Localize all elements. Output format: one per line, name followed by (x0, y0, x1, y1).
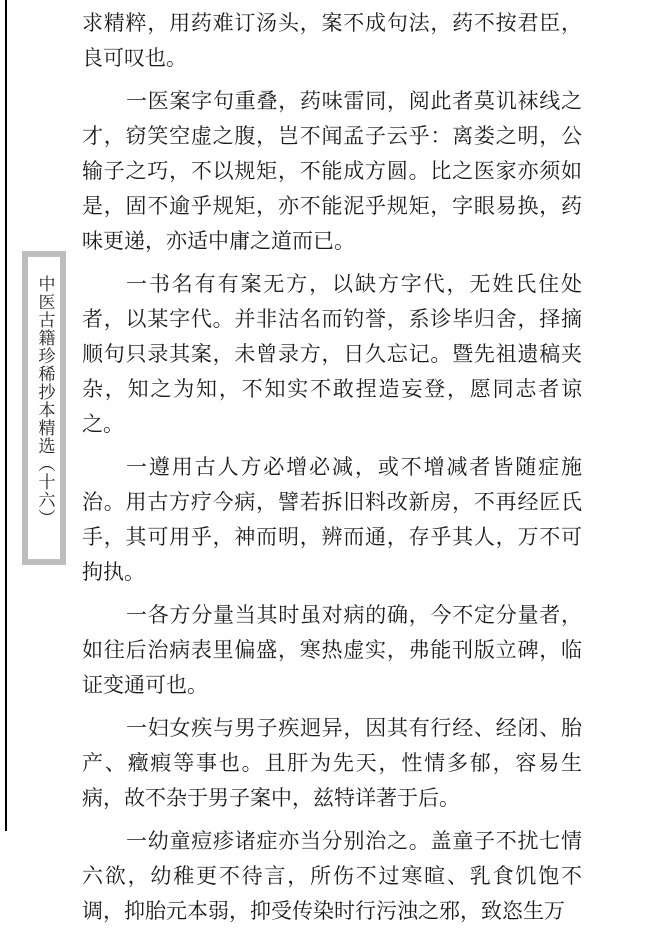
page-edge-rule (5, 0, 7, 831)
page-body (82, 6, 582, 937)
paragraph: 一幼童痘疹诸症亦当分别治之。盖童子不扰七情六欲，幼稚更不待言，所伤不过寒暄、乳食饥饱不调，抑胎元本弱，抑受传染时行污浊之邪，致恣生万 (82, 829, 582, 923)
paragraph: 一医案字句重叠，药味雷同，阅此者莫讥袜线之才，窃笑空虚之腹，岂不闻孟子云乎：离娄之明，公输子之巧，不以规矩，不能成方圆。比之医家亦须如是，固不逾乎规矩，亦不能泥乎规矩，字眼易换，药味更递，亦适中庸之道而已。 (82, 89, 582, 253)
book-series-side-tab (22, 251, 66, 565)
paragraph: 一妇女疾与男子疾迥异，因其有行经、经闭、胎产、癥瘕等事也。且肝为先天，性情多郁，容易生病，故不杂于男子案中，兹特详著于后。 (82, 716, 582, 810)
paragraph: 求精粹，用药难订汤头，案不成句法，药不按君臣，良可叹也。 (82, 11, 582, 70)
paragraph: 一书名有有案无方，以缺方字代，无姓氏住处者，以某字代。并非沽名而钓誉，系诊毕归舍，择摘顺句只录其案，未曾录方，日久忘记。暨先祖遗稿夹杂，知之为知，不知实不敢捏造妄登，愿同志者谅之。 (82, 272, 582, 436)
paragraph: 一遵用古人方必增必减，或不增减者皆随症施治。用古方疗今病，譬若拆旧料改新房，不再经匠氏手，其可用乎，神而明，辨而通，存乎其人，万不可拘执。 (82, 455, 582, 584)
side-tab-panel (28, 257, 60, 559)
paragraph: 一各方分量当其时虽对病的确，今不定分量者，如往后治病表里偏盛，寒热虚实，弗能刊版立碑，临证变通可也。 (82, 603, 582, 697)
side-tab-label: 中医古籍珍稀抄本精选（十六） (34, 275, 55, 527)
